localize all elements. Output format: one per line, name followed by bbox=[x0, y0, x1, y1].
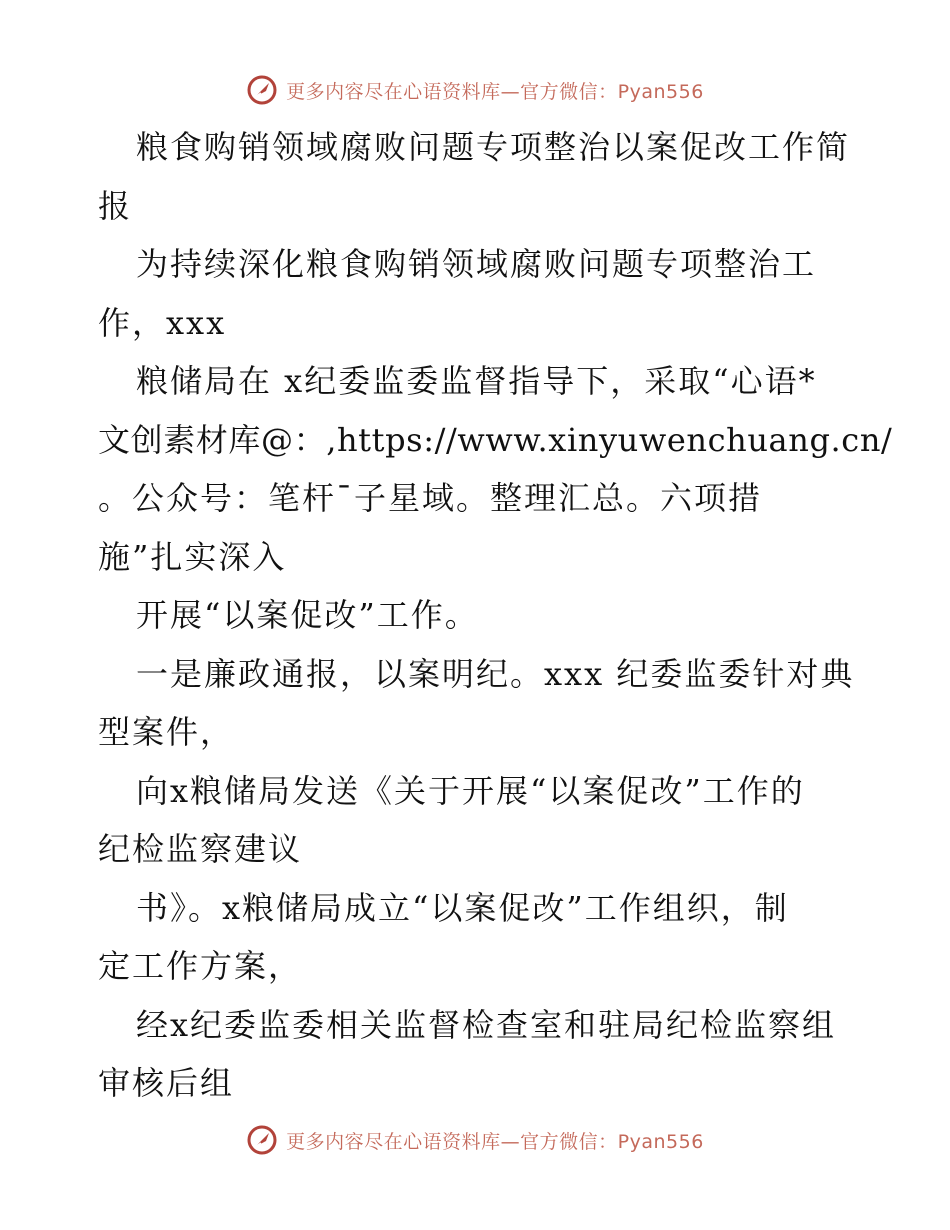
text-line: 一是廉政通报，以案明纪。xxx 纪委监委针对典 bbox=[136, 654, 855, 693]
text-line: 经x纪委监委相关监督检查室和驻局纪检监察组 bbox=[136, 1005, 837, 1044]
text-line: 开展“以案促改”工作。 bbox=[136, 596, 479, 634]
text-line: 。公众号：笔杆¯子星域。整理汇总。六项措 bbox=[98, 479, 763, 517]
text-line: 纪检监察建议 bbox=[98, 830, 303, 868]
watermark-text: 更多内容尽在心语资料库—官方微信：Pyan556 bbox=[286, 80, 704, 103]
text-line: 作，xxx bbox=[98, 303, 227, 342]
text-line: 施”扎实深入 bbox=[98, 537, 287, 576]
text-line: 审核后组 bbox=[98, 1064, 235, 1102]
text-line: 向x粮储局发送《关于开展“以案促改”工作的 bbox=[136, 771, 805, 810]
watermark-footer bbox=[0, 1120, 950, 1160]
text-line: 报 bbox=[98, 186, 133, 225]
document-body bbox=[98, 118, 893, 1113]
quill-logo-icon bbox=[246, 1124, 278, 1156]
quill-logo-icon bbox=[246, 74, 278, 106]
text-line: 书》。x粮储局成立“以案促改”工作组织，制 bbox=[136, 888, 789, 927]
text-line: 粮储局在 x纪委监委监督指导下，采取“心语* bbox=[136, 362, 817, 400]
text-line: 为持续深化粮食购销领域腐败问题专项整治工 bbox=[136, 245, 817, 283]
watermark-text: 更多内容尽在心语资料库—官方微信：Pyan556 bbox=[286, 1130, 704, 1153]
text-line: 粮食购销领域腐败问题专项整治以案促改工作简 bbox=[136, 128, 851, 166]
text-line: 文创素材库@：,https://www.xinyuwenchuang.cn/ bbox=[98, 420, 893, 459]
text-line: 定工作方案， bbox=[98, 947, 303, 985]
watermark-header bbox=[0, 70, 950, 110]
text-line: 型案件， bbox=[98, 713, 235, 751]
